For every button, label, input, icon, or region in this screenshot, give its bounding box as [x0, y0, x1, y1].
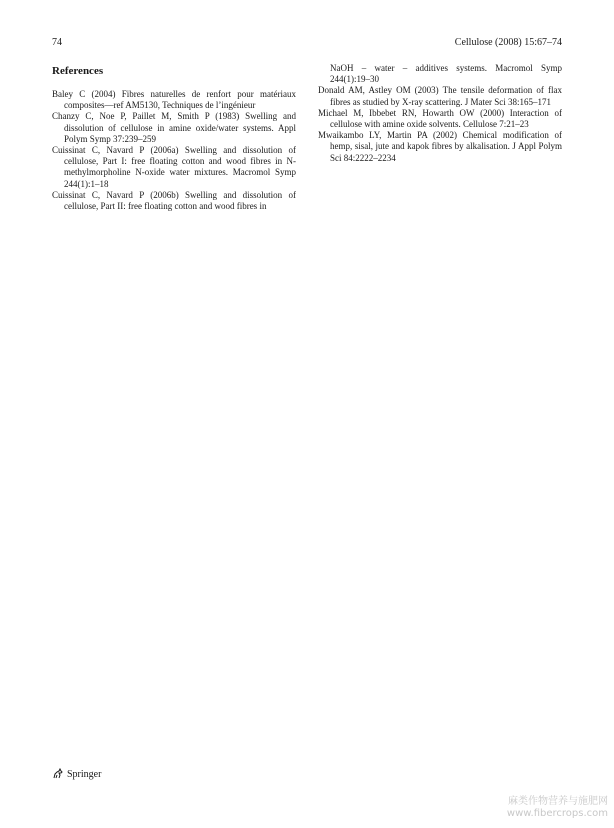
watermark-line-1: 麻类作物营养与施肥网: [508, 796, 608, 807]
reference-entry: Cuissinat C, Navard P (2006a) Swelling and dissolution of cellulose, Part I: free floating cotton and wood fibres in N-methylmorpholine N-oxide water mixtures. Macromol Symp 244(1):1–18: [52, 145, 296, 189]
reference-entry: Baley C (2004) Fibres naturelles de renfort pour matériaux composites—ref AM5130, Techniques de l’ingénieur: [52, 89, 296, 111]
springer-horse-icon: [52, 768, 64, 780]
reference-entry: Cuissinat C, Navard P (2006b) Swelling and dissolution of cellulose, Part II: free floating cotton and wood fibres in: [52, 189, 296, 212]
page-number: 74: [52, 37, 62, 48]
reference-entry: Michael M, Ibbebet RN, Howarth OW (2000) Interaction of cellulose with amine oxide solvents. Cellulose 7:21–23: [318, 107, 562, 130]
references-heading: References: [52, 65, 104, 77]
watermark-line-2: www.fibercrops.com: [506, 808, 608, 819]
right-column: [318, 63, 562, 164]
reference-continuation: NaOH – water – additives systems. Macromol Symp 244(1):19–30: [330, 63, 562, 85]
publisher-name: Springer: [67, 768, 102, 780]
reference-entry: Chanzy C, Noe P, Paillet M, Smith P (1983) Swelling and dissolution of cellulose in amine oxide/water systems. Appl Polym Symp 37:239–259: [52, 111, 296, 144]
publisher-logo: [52, 768, 101, 780]
journal-citation: Cellulose (2008) 15:67–74: [454, 37, 562, 48]
left-column: [52, 63, 296, 212]
reference-entry: Mwaikambo LY, Martin PA (2002) Chemical modification of hemp, sisal, jute and kapok fibres by alkalisation. J Appl Polym Sci 84:2222–2234: [318, 130, 562, 163]
reference-entry: Donald AM, Astley OM (2003) The tensile deformation of flax fibres as studied by X-ray scattering. J Mater Sci 38:165–171: [318, 85, 562, 107]
site-watermark: [507, 796, 608, 820]
